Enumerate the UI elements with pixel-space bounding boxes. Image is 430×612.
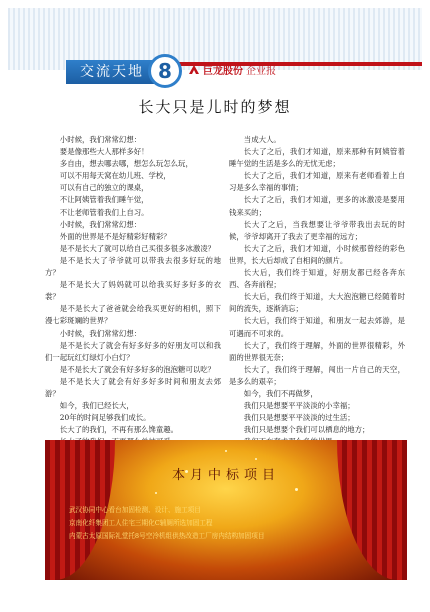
issue-number-badge: 8: [148, 54, 182, 88]
project-item: 内蒙古太原国际礼堂托8号空冷机组供热改造工厂房内结构加固项目: [69, 532, 265, 540]
paragraph: 小时候，我们常常幻想：: [59, 135, 142, 144]
paragraph: 是不是长大了就会有好多好多时间和朋友去郊游？: [45, 376, 221, 398]
paragraph: 长大了的我们，不再有那么馋童趣。: [59, 425, 179, 435]
paragraph: 长大了之后，我们才知道，原来有老师看着上自习是多么幸福的事情；: [229, 171, 405, 193]
paragraph: 外面的世界是不是好精彩好精彩？: [59, 231, 171, 241]
paragraph: 多自由，想去哪去哪，想怎么玩怎么玩，: [59, 159, 193, 169]
paragraph: 如今，我们不再做梦，: [243, 388, 318, 398]
paragraph: 要是像那些大人那样多好！: [59, 147, 149, 157]
paragraph: 长大了，我们终于理解，外面的世界很精彩，外面的世界很无奈；: [229, 340, 405, 362]
paragraph: 小时候，我们常常幻想：: [59, 328, 142, 338]
paragraph: 我们只是想要个我们可以栖息的地方；: [243, 425, 370, 435]
paragraph: 是不是长大了爸爸就会给我买更好的相机，照下漫七彩斑斓的世界？: [45, 304, 221, 326]
paragraph: 长大了之后，当我想要让爷爷带我出去玩的时候，爷爷却离开了我去了更幸福的远方；: [229, 219, 405, 241]
page-header: [0, 0, 430, 83]
paragraph: 长大后，我们终于知道，好朋友都已经各奔东西、各奔前程；: [229, 268, 405, 290]
paragraph: 是不是长大了爷爷就可以带我去很多好玩的地方？: [45, 255, 221, 278]
paragraph: 是不是长大了就会有好多好多的好朋友可以和我们一起玩红灯绿灯小白灯？: [45, 340, 221, 362]
brand-name: 巨龙股份: [203, 66, 243, 77]
winning-projects-banner: [45, 440, 407, 580]
sparkle-icon: [295, 488, 298, 491]
paragraph: 不让老师管着我们上自习。: [59, 207, 149, 217]
paragraph: 长大了之后，我们才知道，小时候那曾经的彩色世界，长大后却成了自相间的颜片。: [229, 243, 405, 265]
paragraph: 可以不用每天窝在幼儿班、学校，: [59, 171, 171, 181]
dragon-logo-icon: [188, 64, 200, 76]
paragraph: 长大了之后，我们才知道，原来那种有阿姨管着睡午觉的生活是多么的无忧无虑；: [229, 147, 405, 169]
brand-logo: [188, 62, 276, 77]
paragraph: 可以有自己的独立的课桌，: [59, 183, 149, 193]
paragraph: 不让阿姨管着我们睡午觉，: [59, 195, 149, 205]
paragraph: 小时候，我们常常幻想：: [59, 219, 142, 229]
project-list: [69, 504, 389, 543]
sparkle-icon: [255, 458, 257, 460]
paragraph: 是不是长大了妈妈就可以给我买好多好多的衣裳？: [45, 280, 221, 302]
brand-subtitle: 企业报: [246, 66, 276, 77]
paragraph: 我们只是想要平平淡淡的小幸福；: [243, 401, 355, 411]
section-label: 交流天地: [66, 60, 158, 84]
project-item: 京南化纤集团工人住宅三期化C辅厕所选加固工程: [69, 519, 213, 527]
paragraph: 我们只是想要平平淡淡的过生活；: [243, 413, 355, 423]
article-title: 长大只是儿时的梦想: [138, 98, 292, 116]
paragraph: 20年的时间足够我们成长。: [59, 413, 151, 423]
paragraph: 长大了，我们终于理解，闯出一片自己的天空，是多么的艰辛；: [229, 364, 405, 386]
paragraph: 如今，我们已经长大，: [59, 401, 134, 411]
paragraph: 长大了之后，我们才知道，更多的冰激凌是要用钱来买的；: [229, 195, 405, 217]
article-column-left: [45, 134, 221, 473]
paragraph: 长大后，我们终于知道，大大泡泡糖已经随着时间的流失，逐渐消忘；: [229, 292, 405, 314]
banner-title: 本月中标项目: [171, 468, 280, 483]
article-column-right: [229, 134, 405, 491]
paragraph: 当成大人。: [243, 135, 281, 144]
paragraph: 是不是长大了就可以给自己买很多很多冰激凌？: [59, 243, 216, 253]
paragraph: 是不是长大了就会有好多好多的泡泡糖可以吃？: [59, 364, 216, 374]
project-item: 武汉协同中心看台加固检测、设计、施工项目: [69, 506, 201, 514]
sparkle-icon: [225, 450, 227, 452]
paragraph: 长大后，我们终于知道，和朋友一起去郊游，是可遇而不可求的。: [229, 316, 405, 338]
sparkle-icon: [155, 492, 157, 494]
